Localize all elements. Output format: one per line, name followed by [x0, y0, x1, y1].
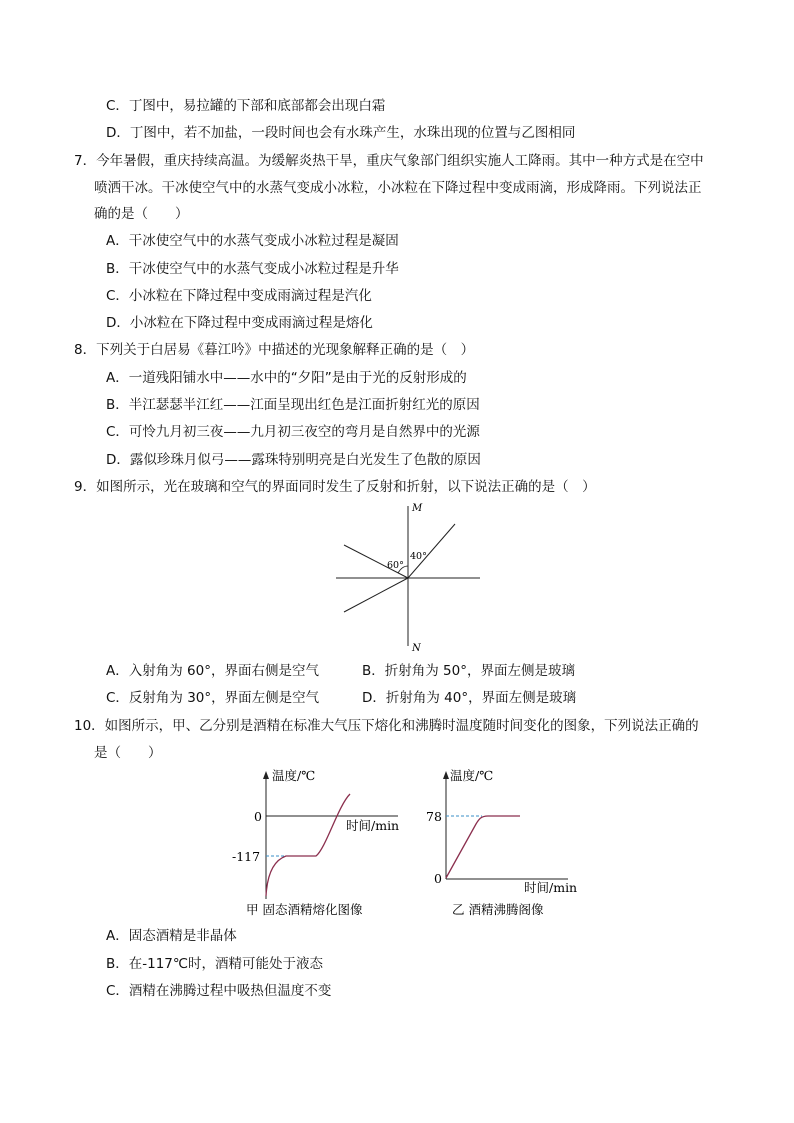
y-label: 温度/℃ — [450, 768, 494, 783]
boiling-curve — [446, 816, 520, 878]
q8-stem: 8．下列关于白居易《暮江吟》中描述的光现象解释正确的是（ ） — [74, 342, 475, 358]
q8-option-b: B．半江瑟瑟半江红——江面呈现出红色是江面折射红光的原因 — [106, 397, 480, 413]
q10-option-b: B．在-117℃时，酒精可能处于液态 — [106, 956, 324, 972]
y-axis-arrow — [443, 771, 449, 779]
caption: 乙 酒精沸腾阁像 — [452, 902, 544, 917]
angle-label-60: 60° — [387, 560, 404, 571]
q9-stem: 9．如图所示，光在玻璃和空气的界面同时发生了反射和折射，以下说法正确的是（ ） — [74, 479, 596, 495]
q6-option-d: D．丁图中，若不加盐，一段时间也会有水珠产生，水珠出现的位置与乙图相同 — [106, 125, 576, 141]
q7-option-b: B．干冰使空气中的水蒸气变成小冰粒过程是升华 — [106, 261, 399, 277]
ray-lower-left — [344, 578, 408, 612]
tick-neg-117: -117 — [232, 849, 261, 864]
q7-stem-line-3: 确的是（ ） — [94, 206, 189, 222]
angle-label-40: 40° — [410, 551, 427, 562]
q8-option-c: C．可怜九月初三夜——九月初三夜空的弯月是自然界中的光源 — [106, 424, 480, 440]
label-n: N — [412, 643, 421, 654]
q10-graph-melting — [226, 766, 406, 921]
q9-option-b: B．折射角为 50°，界面左侧是玻璃 — [362, 663, 575, 679]
tick-zero: 0 — [254, 809, 262, 824]
tick-zero: 0 — [434, 871, 442, 886]
x-label: 时间/min — [346, 818, 400, 833]
y-axis-arrow — [263, 771, 269, 779]
label-m: M — [412, 503, 423, 514]
y-label: 温度/℃ — [272, 768, 316, 783]
q10-option-a: A．固态酒精是非晶体 — [106, 928, 237, 944]
q9-option-c: C．反射角为 30°，界面左侧是空气 — [106, 690, 320, 706]
x-label: 时间/min — [524, 880, 578, 895]
caption: 甲 固态酒精熔化图像 — [246, 902, 363, 917]
q9-option-a: A．入射角为 60°，界面右侧是空气 — [106, 663, 319, 679]
q7-option-c: C．小冰粒在下降过程中变成雨滴过程是汽化 — [106, 288, 372, 304]
q9-option-d: D．折射角为 40°，界面左侧是玻璃 — [362, 690, 577, 706]
melting-curve — [266, 794, 350, 896]
q9-light-diagram — [330, 502, 490, 654]
q7-option-a: A．干冰使空气中的水蒸气变成小冰粒过程是凝固 — [106, 233, 399, 249]
q10-stem-line-2: 是（ ） — [94, 745, 162, 761]
q7-stem-line-1: 7．今年暑假，重庆持续高温。为缓解炎热干旱，重庆气象部门组织实施人工降雨。其中一种方式是在空中 — [74, 153, 704, 169]
q8-option-d: D．露似珍珠月似弓——露珠特别明亮是白光发生了色散的原因 — [106, 452, 481, 468]
q10-graph-boiling — [418, 766, 594, 921]
q7-stem-line-2: 喷洒干冰。干冰使空气中的水蒸气变成小冰粒，小冰粒在下降过程中变成雨滴，形成降雨。下列说法正 — [94, 180, 702, 196]
q8-option-a: A．一道残阳铺水中——水中的“夕阳”是由于光的反射形成的 — [106, 370, 467, 386]
q10-stem-line-1: 10．如图所示，甲、乙分别是酒精在标准大气压下熔化和沸腾时温度随时间变化的图象，下列说法正确的 — [74, 718, 699, 734]
q10-option-c: C．酒精在沸腾过程中吸热但温度不变 — [106, 983, 332, 999]
tick-78: 78 — [426, 809, 442, 824]
q6-option-c: C．丁图中，易拉罐的下部和底部都会出现白霜 — [106, 98, 386, 114]
q7-option-d: D．小冰粒在下降过程中变成雨滴过程是熔化 — [106, 315, 373, 331]
